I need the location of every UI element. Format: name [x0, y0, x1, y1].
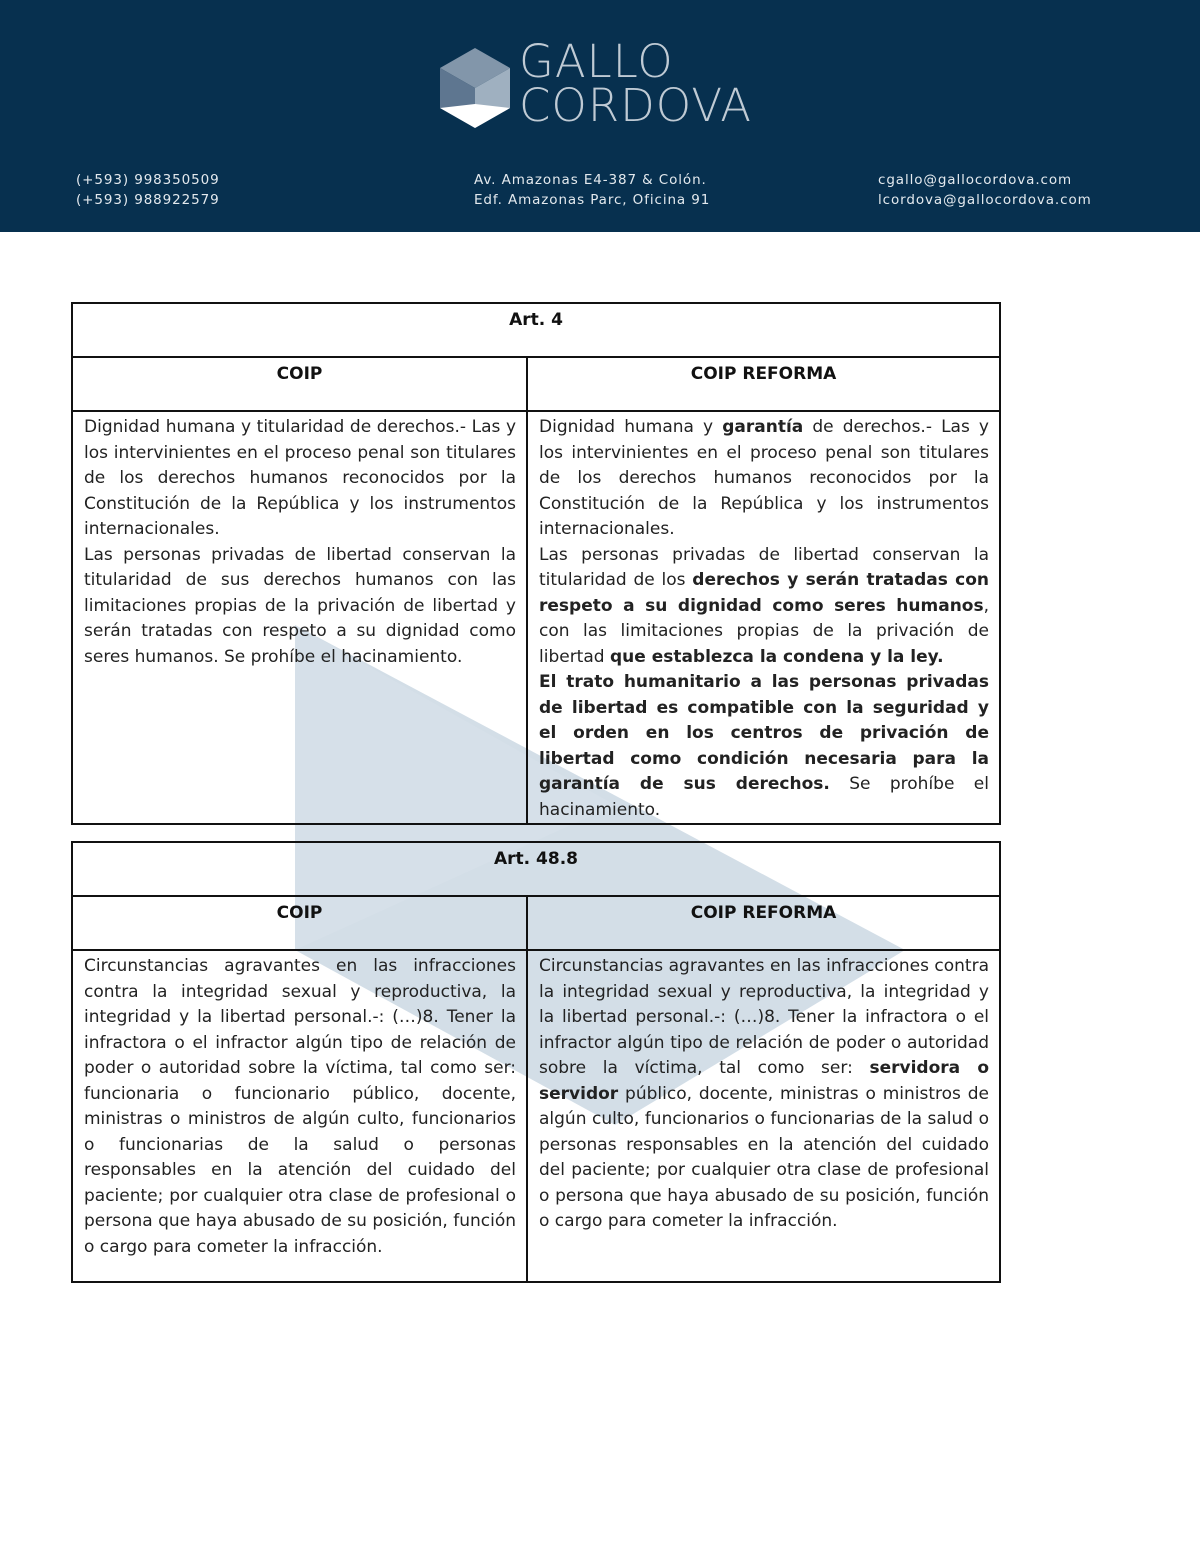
text-run: Dignidad humana y: [539, 417, 723, 437]
paragraph: [539, 415, 989, 543]
bold-text-run: que establezca la condena y la ley.: [609, 646, 944, 667]
bold-text-run: derechos y serán tratadas con respeto a su dignidad como seres humanos: [539, 570, 990, 616]
address-line-2: Edf. Amazonas Parc, Oficina 91: [474, 191, 711, 208]
text-run: Dignidad humana y titularidad de derechos.- Las y los intervinientes en el proceso penal son titulares de los derechos humanos reconocidos por la Constitución de la República y los instrumentos internacionales.: [84, 417, 516, 539]
text-run: de derechos.- Las y los intervinientes en el proceso penal son titulares de los derechos humanos reconocidos por la Constitución de la República y los instrumentos internacionales.: [539, 417, 989, 539]
article-title: Art. 4: [72, 303, 1000, 357]
column-header-coip: COIP: [72, 357, 527, 411]
coip-text-cell: [72, 411, 527, 824]
phone-1: (+593) 998350509: [76, 172, 220, 188]
coip-reforma-text-cell: [527, 411, 1000, 824]
paragraph: [84, 415, 516, 543]
paragraph: [84, 543, 516, 671]
text-run: Se prohíbe el hacinamiento.: [539, 774, 989, 820]
email-addresses: [878, 171, 1092, 210]
logo-line-cordova: CORDOVA: [519, 79, 753, 132]
paragraph: [84, 954, 516, 1260]
letterhead: [0, 0, 1200, 232]
bold-text-run: garantía: [722, 417, 804, 437]
cube-logo-icon: [438, 46, 512, 130]
paragraph: [539, 954, 989, 1235]
column-header-coip-reforma: COIP REFORMA: [527, 896, 1000, 950]
text-run: Las personas privadas de libertad conservan la titularidad de los: [539, 544, 989, 590]
logo-wordmark: [519, 35, 753, 132]
coip-text-cell: [72, 950, 527, 1282]
article-title: Art. 48.8: [72, 842, 1000, 896]
logo-line-gallo: GALLO: [519, 35, 674, 88]
coip-reforma-text-cell: [527, 950, 1000, 1282]
paragraph: [539, 543, 989, 671]
email-1: cgallo@gallocordova.com: [878, 172, 1073, 188]
phone-numbers: [76, 171, 220, 210]
bold-text-run: El trato humanitario a las personas privadas de libertad es compatible con la seguridad y el orden en los centros de privación de libertad como condición necesaria para la garantía de sus derechos.: [539, 672, 989, 794]
text-run: Circunstancias agravantes en las infracciones contra la integridad sexual y reproductiva, la integridad y la libertad personal.-: (…)8. Tener la infractora o el infractor algún tipo de relación de poder o autoridad sobre la víctima, tal como ser:: [539, 956, 989, 1078]
text-run: Las personas privadas de libertad conservan la titularidad de sus derechos humanos con las limitaciones propias de la privación de libertad y serán tratadas con respeto a su dignidad como seres humanos. Se prohíbe el hacinamiento.: [84, 544, 516, 667]
email-2: lcordova@gallocordova.com: [878, 191, 1092, 208]
address-line-1: Av. Amazonas E4-387 & Colón.: [474, 172, 707, 188]
column-header-coip: COIP: [72, 896, 527, 950]
article-48-8-table: [71, 841, 1001, 1283]
text-run: Circunstancias agravantes en las infracciones contra la integridad sexual y reproductiva, la integridad y la libertad personal.-: (…)8. Tener la infractora o el infractor algún tipo de relación de poder o autoridad sobre la víctima, tal como ser: funcionaria o funcionario público, docente, ministras o ministros de algún culto, funcionarios o funcionarias de la salud o personas responsables en la atención del cuidado del paciente; por cualquier otra clase de profesional o persona que haya abusado de su posición, función o cargo para cometer la infracción.: [84, 956, 516, 1257]
text-run: público, docente, ministras o ministros de algún culto, funcionarios o funcionarias de la salud o personas responsables en la atención del cuidado del paciente; por cualquier otra clase de profesional o persona que haya abusado de su posición, función o cargo para cometer la infracción.: [539, 1083, 989, 1231]
article-4-table: [71, 302, 1001, 825]
text-run: , con las limitaciones propias de la privación de libertad: [539, 595, 989, 667]
paragraph: [539, 670, 989, 823]
bold-text-run: servidora o servidor: [539, 1058, 989, 1104]
phone-2: (+593) 988922579: [76, 191, 220, 208]
column-header-coip-reforma: COIP REFORMA: [527, 357, 1000, 411]
office-address: [474, 171, 710, 210]
